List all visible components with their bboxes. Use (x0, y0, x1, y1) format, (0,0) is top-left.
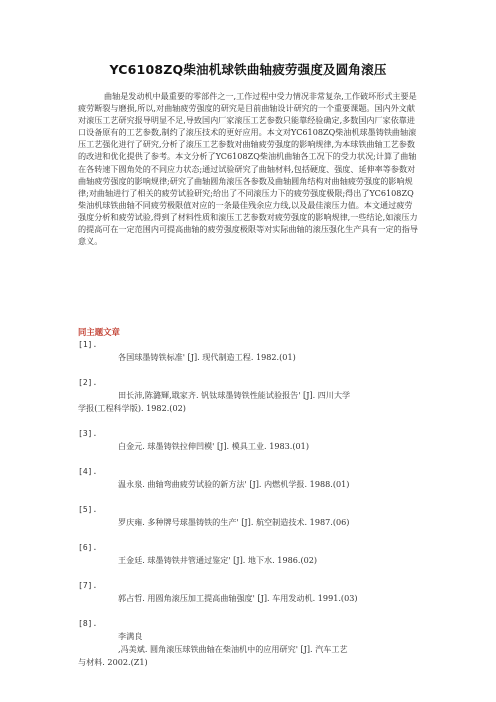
reference-number: [7]. (78, 581, 98, 590)
reference-text[interactable]: 罗庆雍. 多种牌号球墨铸铁的生产' [J]. 航空制造技术. 1987.(06) (118, 517, 350, 527)
reference-number: [8]. (78, 619, 98, 628)
reference-item (78, 617, 418, 669)
reference-list (78, 338, 418, 681)
reference-number: [3]. (78, 429, 98, 438)
reference-text[interactable]: 温永泉. 曲轴弯曲疲劳试验的新方法' [J]. 内燃机学报. 1988.(01) (118, 479, 350, 489)
reference-text-continued[interactable]: 与材料. 2002.(Z1) (78, 657, 148, 667)
reference-text[interactable]: 田长沛,陈潞輝,戢家齐. 钒钛球墨铸铁性能试验报告' [J]. 四川大学 (118, 390, 351, 400)
document-title: YC6108ZQ柴油机球铁曲轴疲劳强度及圆角滚压 (109, 62, 387, 77)
reference-number: [5]. (78, 505, 98, 514)
related-articles-heading[interactable]: 同主题文章 (78, 327, 120, 337)
reference-item (78, 541, 418, 567)
reference-item (78, 465, 418, 491)
reference-text[interactable]: 王金廷. 球墨铸铁井管通过鉴定' [J]. 地下水. 1986.(02) (118, 555, 318, 565)
reference-item (78, 503, 418, 529)
reference-text[interactable]: 各国球墨铸铁标准' [J]. 现代制造工程. 1982.(01) (118, 352, 296, 362)
reference-text-continued[interactable]: 学报(工程科学版). 1982.(02) (78, 403, 186, 413)
reference-item (78, 376, 418, 415)
reference-text[interactable]: 白金元. 球墨铸铁拉伸凹模' [J]. 模具工业. 1983.(01) (118, 441, 309, 451)
abstract (78, 90, 418, 247)
reference-author[interactable]: 李满良 (118, 631, 143, 641)
reference-text[interactable]: ,冯美斌. 圆角滚压球铁曲轴在柴油机中的应用研究' [J]. 汽车工艺 (118, 644, 348, 654)
reference-number: [4]. (78, 467, 98, 476)
reference-number: [2]. (78, 378, 98, 387)
reference-number: [1]. (78, 340, 98, 349)
abstract-text: 曲轴是发动机中最重要的零部件之一,工作过程中受力情况非常复杂,工作破坏形式主要是疲劳断裂与磨损,所以,对曲轴疲劳强度的研究是目前曲轴设计研究的一个重要课题。国内外文献对滚压工艺研究报导明显不足,导致国内厂家滚压工艺参数只能靠经验确定,多数国内厂家依靠进口设备原有的工艺参数,制约了滚压技术的更好应用。本文对YC6108ZQ柴油机球墨铸铁曲轴滚压工艺强化进行了研究,分析了滚压工艺参数对曲轴疲劳强度的影响规律,为本球铁曲轴工艺参数的改进和优化提供了参考。本文分析了YC6108ZQ柴油机曲轴各工况下的受力状况;计算了曲轴在各转速下圆角处的不同应力状态;通过试验研究了曲轴材料,包括硬度、强度、延伸率等参数对曲轴疲劳强度的影响规律;研究了曲轴圆角滚压各参数及曲轴圆角结构对曲轴疲劳强度的影响规律;对曲轴进行了相关的疲劳试验研究;给出了不同滚压力下的疲劳强度极限;得出了YC6108ZQ柴油机球铁曲轴不同疲劳极限值对应的一条最佳残余应力线,以及最佳滚压力值。本文通过疲劳强度分析和疲劳试验,得到了材料性质和滚压工艺参数对疲劳强度的影响规律,一些结论,如滚压力的提高可在一定范围内可提高曲轴的疲劳强度极限等对实际曲轴的滚压强化生产具有一定的指导意义。 (78, 91, 418, 247)
reference-text[interactable]: 郭占哲. 用圆角滚压加工提高曲轴强度' [J]. 车用发动机. 1991.(03) (118, 593, 358, 603)
reference-item (78, 427, 418, 453)
reference-number: [6]. (78, 543, 98, 552)
reference-item (78, 579, 418, 605)
reference-item (78, 338, 418, 364)
